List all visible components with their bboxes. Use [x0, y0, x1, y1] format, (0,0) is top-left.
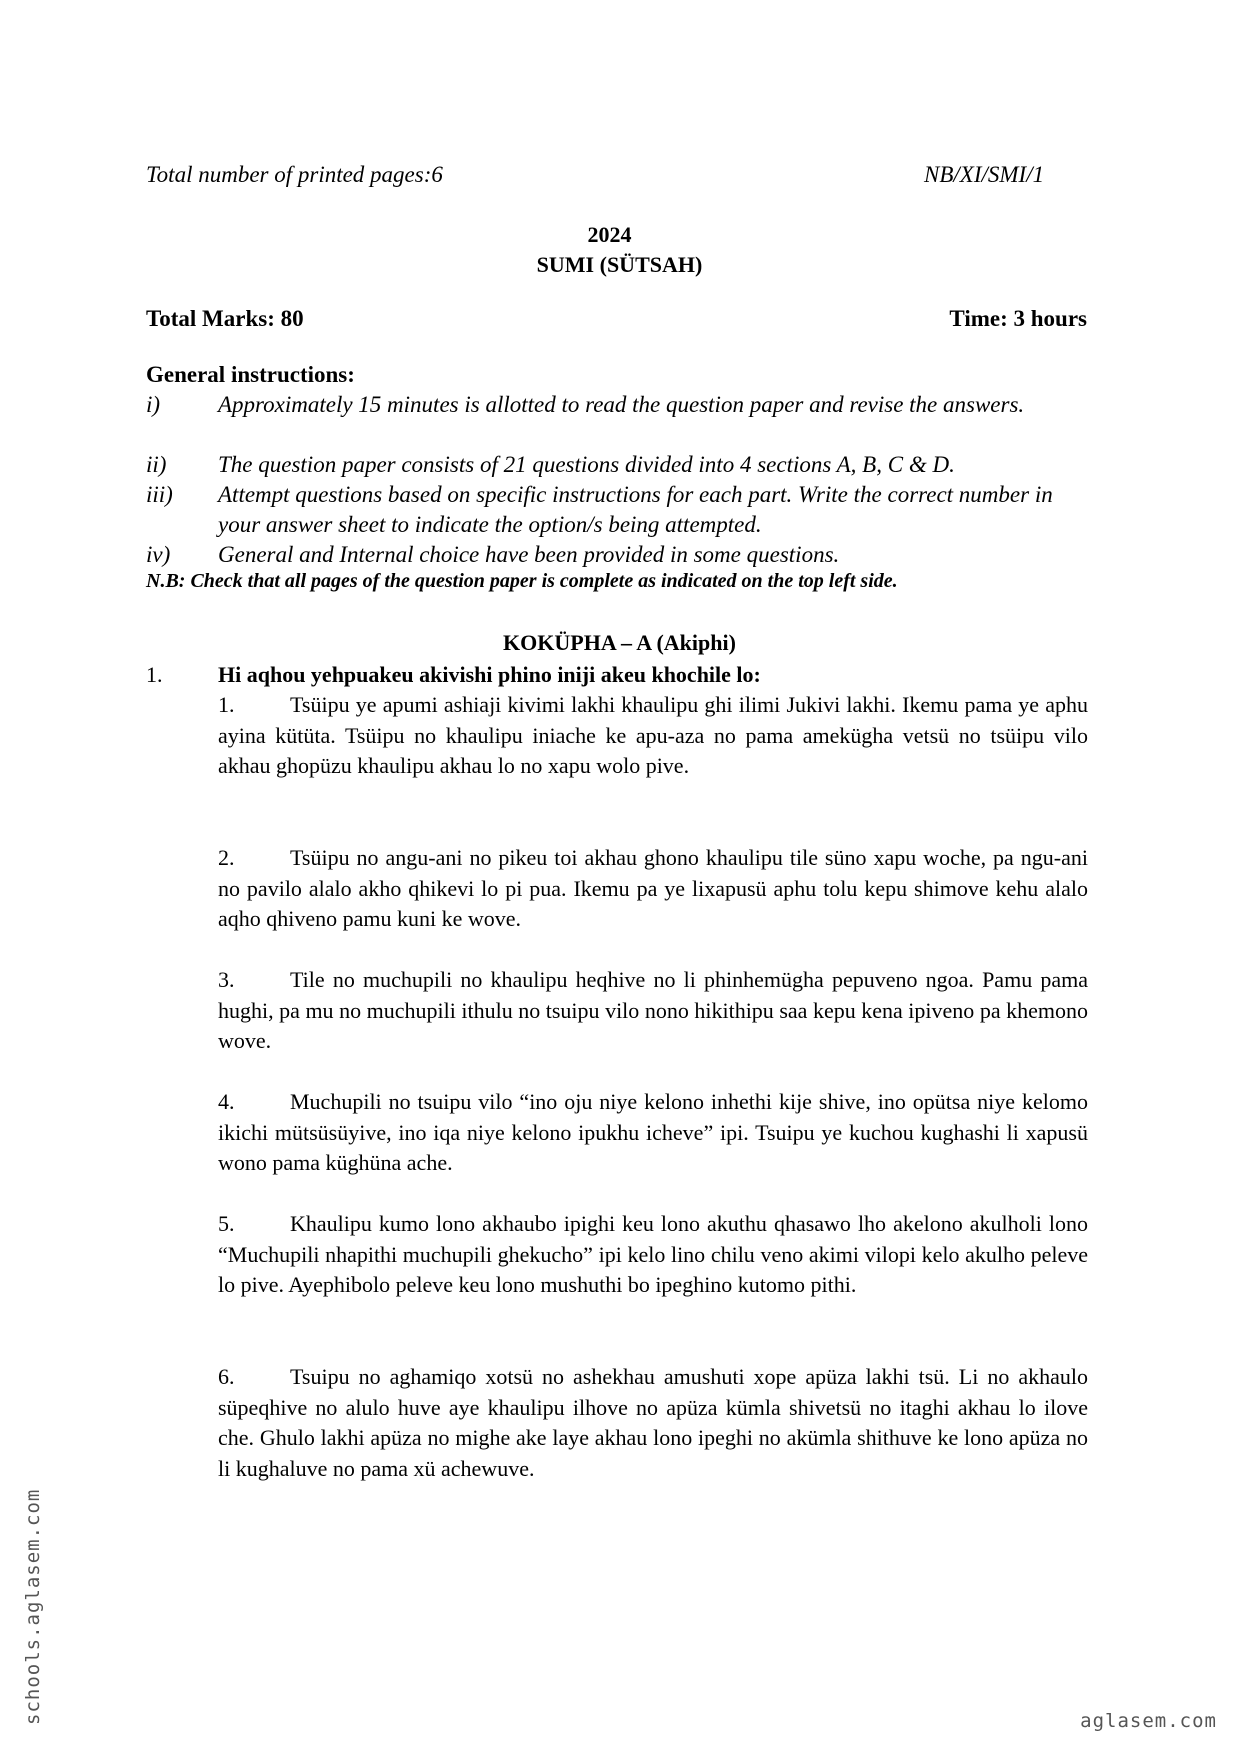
instruction-text: General and Internal choice have been provided in some questions.: [218, 542, 840, 567]
exam-year: 2024: [587, 222, 632, 247]
instruction-number: iv): [146, 542, 171, 567]
side-watermark: schools.aglasem.com: [22, 1488, 44, 1725]
paper-code: NB/XI/SMI/1: [924, 162, 1045, 187]
paragraph-text: Tile no muchupili no khaulipu heqhive no li phinhemügha pepuveno ngoa. Pamu pama hughi, pa mu no muchupili ithulu no tsuipu vilo nono hikithipu saa kepu kena ipiveno pa khemono wove.: [218, 967, 1088, 1053]
paragraph-text: Tsüipu ye apumi ashiaji kivimi lakhi khaulipu ghi ilimi Jukivi lakhi. Ikemu pama ye aphu ayina kütüta. Tsüipu no khaulipu iniache ke apu-aza no pama amekügha vetsü no tsüipu vilo akhau ghopüzu khaulipu akhau lo no xapu wolo pive.: [218, 692, 1088, 778]
question-text: Hi aqhou yehpuakeu akivishi phino iniji akeu khochile lo:: [218, 662, 761, 687]
passage-paragraph: [218, 843, 1088, 935]
instruction-item: [146, 480, 1096, 540]
passage-paragraph: [218, 1362, 1088, 1484]
bottom-watermark: aglasem.com: [1080, 1710, 1217, 1732]
exam-subject: SUMI (SÜTSAH): [536, 252, 703, 277]
paragraph-number: 3.: [218, 967, 235, 992]
instruction-item: [146, 540, 1096, 570]
paragraph-number: 2.: [218, 845, 235, 870]
instruction-number: i): [146, 392, 161, 417]
instruction-number: iii): [146, 482, 173, 507]
instructions-title: General instructions:: [146, 362, 355, 387]
instruction-item: [146, 390, 1096, 420]
paragraph-number: 4.: [218, 1089, 235, 1114]
instruction-item: [146, 450, 1096, 480]
passage-paragraph: [218, 965, 1088, 1057]
paragraph-number: 1.: [218, 692, 235, 717]
exam-time: Time: 3 hours: [949, 306, 1087, 331]
paragraph-text: Tsüipu no angu-ani no pikeu toi akhau ghono khaulipu tile süno xapu woche, pa ngu-ani no pavilo alalo akho qhikevi lo pi pua. Ikemu pa ye lixapusü aphu tolu kepu shimove kehu alalo aqho qhiveno pamu kuni ke wove.: [218, 845, 1088, 931]
passage-paragraph: [218, 1087, 1088, 1179]
passage-paragraph: [218, 1209, 1088, 1301]
paragraph-text: Tsuipu no aghamiqo xotsü no ashekhau amushuti xope apüza lakhi tsü. Li no akhaulo süpeqhive no alulo huve aye khaulipu ilhove no apüza kümla shivetsü no itaghi akhau lo ilove che. Ghulo lakhi apüza no mighe ake laye akhau lono ipeghi no akümla shithuve ke lono apüza no li kughaluve no pama xü achewuve.: [218, 1364, 1088, 1481]
instruction-text: The question paper consists of 21 questions divided into 4 sections A, B, C & D.: [218, 452, 955, 477]
passage-paragraph: [218, 690, 1088, 782]
total-marks: Total Marks: 80: [146, 306, 304, 331]
paragraph-number: 6.: [218, 1364, 235, 1389]
paragraph-text: Khaulipu kumo lono akhaubo ipighi keu lono akuthu qhasawo lho akelono akulholi lono “Muchupili nhapithi muchupili ghekucho” ipi kelo lino chilu veno akimi vilopi kelo akulho peleve lo pive. Ayephibolo peleve keu lono mushuthi bo ipeghino kutomo pithi.: [218, 1211, 1088, 1297]
paragraph-number: 5.: [218, 1211, 235, 1236]
instruction-text: Attempt questions based on specific instructions for each part. Write the correct number in your answer sheet to indicate the option/s being attempted.: [218, 482, 1053, 537]
section-title: KOKÜPHA – A (Akiphi): [503, 630, 736, 655]
instruction-text: Approximately 15 minutes is allotted to read the question paper and revise the answers.: [218, 392, 1025, 417]
nb-note: N.B: Check that all pages of the question paper is complete as indicated on the top left side.: [146, 570, 898, 592]
instruction-number: ii): [146, 452, 167, 477]
paragraph-text: Muchupili no tsuipu vilo “ino oju niye kelono inhethi kije shive, ino opütsa niye kelomo ikichi mütsüsüyive, ino iqa niye kelono ipukhu icheve” ipi. Tsuipu ye kuchou kughashi li xapusü wono pama küghüna ache.: [218, 1089, 1088, 1175]
printed-pages-count: Total number of printed pages:6: [146, 162, 443, 187]
question-number: 1.: [146, 662, 163, 687]
